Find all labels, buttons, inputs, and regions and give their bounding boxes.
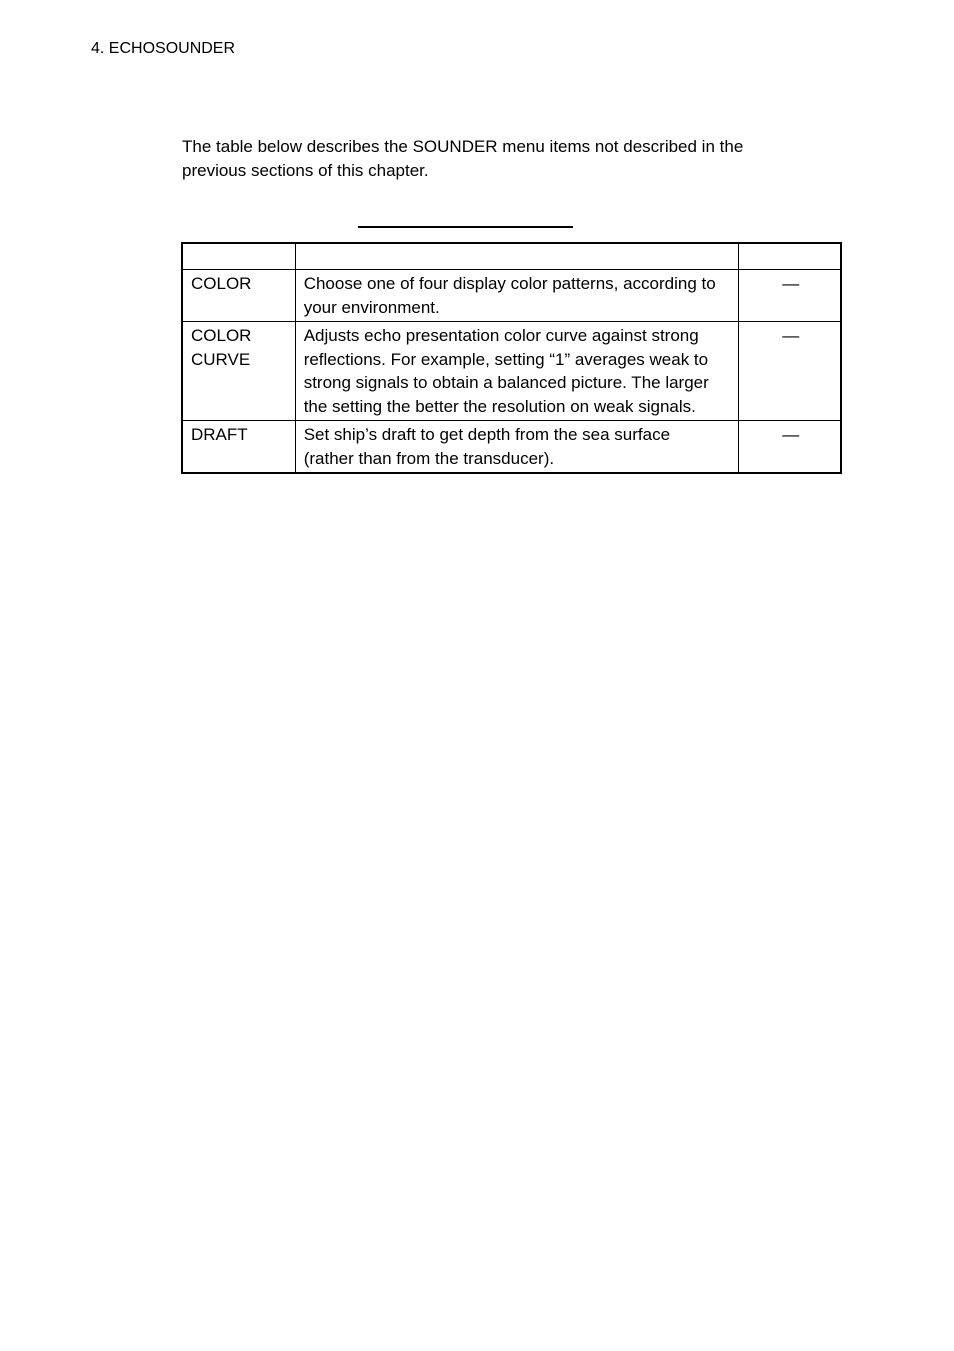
menu-item-name: CURVE [191,349,251,369]
description-line: Choose one of four display color patterns, according to [303,274,716,293]
description-line: (rather than from the transducer). [303,448,555,468]
range-cell: — [738,421,841,474]
table-header-row [182,243,841,270]
description-line: strong signals to obtain a balanced picture. The larger [303,373,709,392]
menu-item-cell [182,421,295,474]
intro-line: previous sections of this chapter. [182,161,429,180]
description-line: reflections. For example, setting “1” averages weak to [303,349,709,369]
description-cell [295,270,738,322]
header-cell-range [738,243,841,270]
description-cell [295,322,738,421]
sounder-menu-table [181,242,842,474]
table-title-rule [358,226,573,228]
intro-paragraph [182,135,832,183]
header-cell-item [182,243,295,270]
table-row [182,270,841,322]
menu-item-name: DRAFT [191,425,248,444]
description-line: the setting the better the resolution on weak signals. [303,396,696,416]
menu-item-name: COLOR [191,326,252,345]
description-line: Set ship’s draft to get depth from the sea surface [303,425,671,444]
table-row [182,322,841,421]
description-line: your environment. [303,297,440,317]
description-cell [295,421,738,474]
menu-item-name: COLOR [191,274,252,293]
header-cell-description [295,243,738,270]
range-cell: — [738,322,841,421]
description-line: Adjusts echo presentation color curve against strong [303,326,699,345]
menu-item-cell [182,322,295,421]
menu-item-cell [182,270,295,322]
intro-line: The table below describes the SOUNDER menu items not described in the [182,137,744,156]
range-cell: — [738,270,841,322]
table-row [182,421,841,474]
running-header: 4. ECHOSOUNDER [91,40,236,57]
